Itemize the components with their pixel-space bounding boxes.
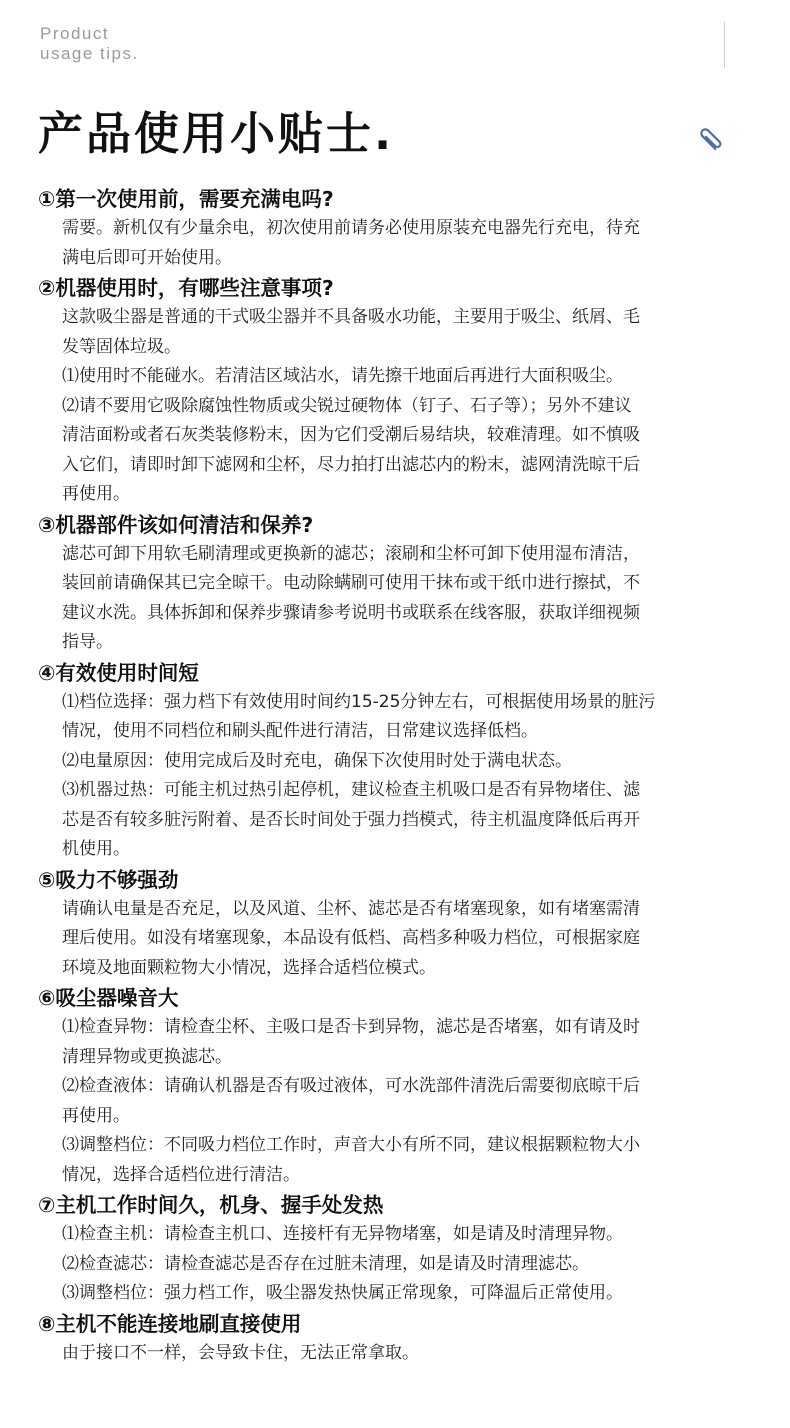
tip-answer-line: 再使用。 <box>62 484 130 504</box>
tip-answer-line: 理后使用。如没有堵塞现象，本品设有低档、高档多种吸力档位，可根据家庭 <box>62 928 640 948</box>
tip-answer-line: 建议水洗。具体拆卸和保养步骤请参考说明书或联系在线客服，获取详细视频 <box>62 602 640 623</box>
tip-answer-line: 环境及地面颗粒物大小情况，选择合适档位模式。 <box>62 957 436 978</box>
tip-answer-line: 入它们，请即时卸下滤网和尘杯，尽力拍打出滤芯内的粉末，滤网清洗晾干后 <box>62 454 640 475</box>
tip-answer-line: 情况，使用不同档位和刷头配件进行清洁，日常建议选择低档。 <box>62 721 538 741</box>
tip-question: ⑤吸力不够强劲 <box>38 867 179 892</box>
tip-answer-line: 机使用。 <box>62 839 130 859</box>
tip-question: ⑧主机不能连接地刷直接使用 <box>38 1311 302 1336</box>
tip-answer-line: 发等固体垃圾。 <box>62 336 181 357</box>
tip-answer-line: ⑵请不要用它吸除腐蚀性物质或尖锐过硬物体（钉子、石子等）；另外不建议 <box>62 395 632 416</box>
tip-answer-line: ⑴使用时不能碰水。若清洁区域沾水，请先擦干地面后再进行大面积吸尘。 <box>62 366 623 386</box>
tip-answer-line: 这款吸尘器是普通的干式吸尘器并不具备吸水功能，主要用于吸尘、纸屑、毛 <box>62 307 640 327</box>
tip-answer-line: 需要。新机仅有少量余电，初次使用前请务必使用原装充电器先行充电，待充 <box>62 218 640 238</box>
tip-answer-line: ⑵检查液体：请确认机器是否有吸过液体，可水洗部件清洗后需要彻底晾干后 <box>62 1076 640 1096</box>
paperclip-icon <box>694 122 728 156</box>
tip-section <box>38 1309 758 1369</box>
tip-answer-line: ⑵检查滤芯：请检查滤芯是否存在过脏未清理，如是请及时清理滤芯。 <box>62 1253 589 1274</box>
tip-section <box>38 658 758 865</box>
tip-answer-line: 再使用。 <box>62 1105 130 1126</box>
label-line-2: usage tips. <box>40 44 139 63</box>
tip-question: ⑦主机工作时间久，机身、握手处发热 <box>38 1193 384 1217</box>
tip-answer-line: 滤芯可卸下用软毛刷清理或更换新的滤芯；滚刷和尘杯可卸下使用湿布清洁， <box>62 543 640 564</box>
tip-section <box>38 983 758 1190</box>
tip-answer-line: ⑶调整档位：不同吸力档位工作时，声音大小有所不同，建议根据颗粒物大小 <box>62 1135 640 1155</box>
tip-answer-line: 请确认电量是否充足，以及风道、尘杯、滤芯是否有堵塞现象，如有堵塞需清 <box>62 898 640 919</box>
divider-line <box>724 22 725 68</box>
tip-answer-line: 满电后即可开始使用。 <box>62 247 232 268</box>
tip-section <box>38 184 758 273</box>
page-title: 产品使用小贴士. <box>38 107 395 160</box>
tip-answer-line: ⑶机器过热：可能主机过热引起停机，建议检查主机吸口是否有异物堵住、滤 <box>62 780 640 800</box>
tip-question: ②机器使用时，有哪些注意事项? <box>38 276 334 300</box>
tip-answer-line: 情况，选择合适档位进行清洁。 <box>62 1164 300 1185</box>
tip-section <box>38 510 758 658</box>
tip-section <box>38 1190 758 1309</box>
tip-answer-line: 清理异物或更换滤芯。 <box>62 1046 232 1067</box>
tip-answer-line: 芯是否有较多脏污附着、是否长时间处于强力挡模式，待主机温度降低后再开 <box>62 809 640 830</box>
tip-section <box>38 865 758 984</box>
tip-answer-line: ⑶调整档位：强力档工作，吸尘器发热快属正常现象，可降温后正常使用。 <box>62 1283 623 1303</box>
tip-answer-line: 清洁面粉或者石灰类装修粉末，因为它们受潮后易结块，较难清理。如不慎吸 <box>62 425 640 445</box>
tip-answer-line: ⑴档位选择：强力档下有效使用时间约15-25分钟左右，可根据使用场景的脏污 <box>62 691 656 712</box>
tip-question: ①第一次使用前，需要充满电吗? <box>38 187 334 211</box>
tip-question: ⑥吸尘器噪音大 <box>38 986 179 1010</box>
tip-answer-line: ⑵电量原因：使用完成后及时充电，确保下次使用时处于满电状态。 <box>62 750 572 771</box>
tip-answer-line: ⑴检查主机：请检查主机口、连接杆有无异物堵塞，如是请及时清理异物。 <box>62 1224 623 1244</box>
tip-answer-line: 由于接口不一样，会导致卡住，无法正常拿取。 <box>62 1342 419 1363</box>
tip-question: ④有效使用时间短 <box>38 660 199 685</box>
tip-section <box>38 273 758 510</box>
tip-answer-line: ⑴检查异物：请检查尘杯、主吸口是否卡到异物，滤芯是否堵塞，如有请及时 <box>62 1017 640 1037</box>
label-line-1: Product <box>40 24 110 43</box>
tip-answer-line: 指导。 <box>62 632 113 652</box>
tips-list <box>38 184 758 1368</box>
tip-question: ③机器部件该如何清洁和保养? <box>38 512 314 537</box>
product-usage-label <box>40 24 139 64</box>
tip-answer-line: 装回前请确保其已完全晾干。电动除螨刷可使用干抹布或干纸巾进行擦拭，不 <box>62 573 640 593</box>
